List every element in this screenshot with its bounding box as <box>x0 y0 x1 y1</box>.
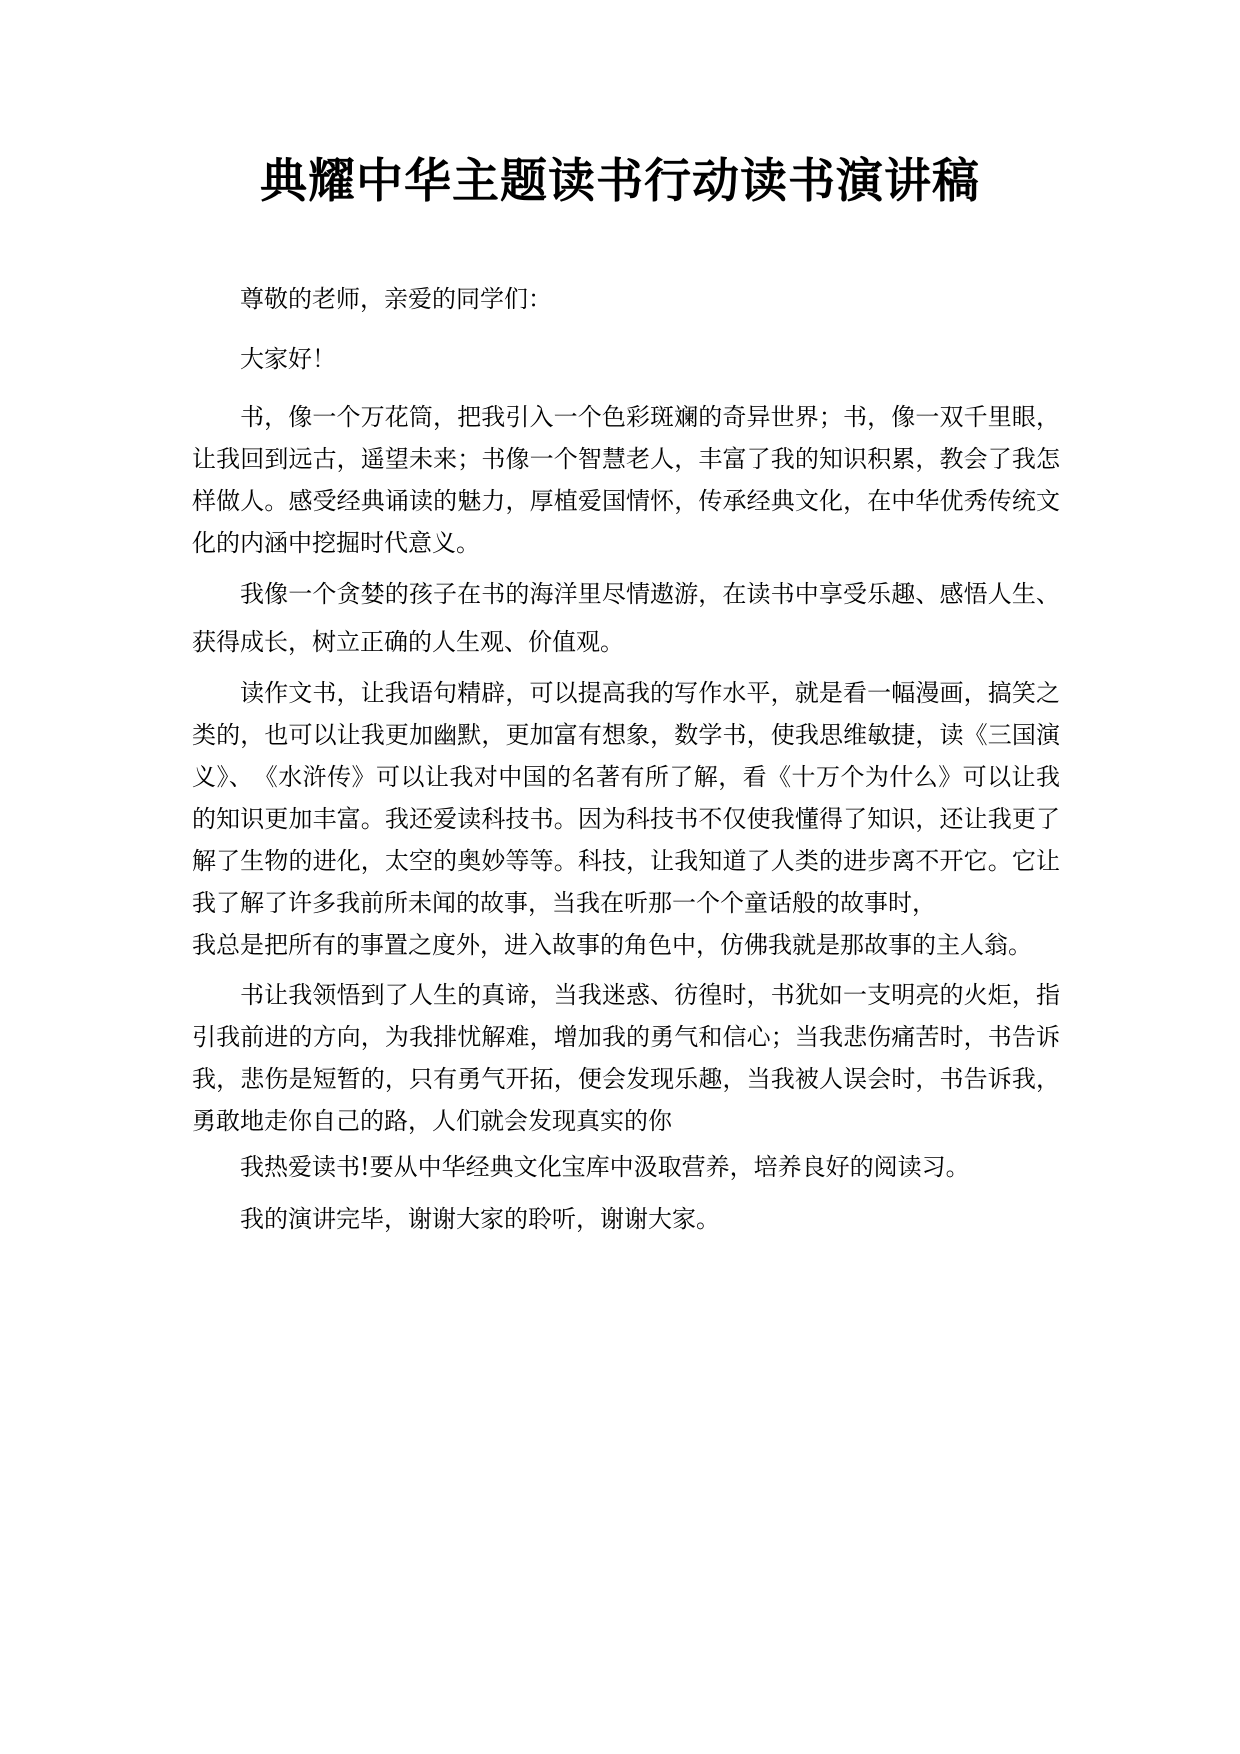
paragraph-4: 书让我领悟到了人生的真谛，当我迷惑、彷徨时，书犹如一支明亮的火炬，指引我前进的方向，为我排忧解难，增加我的勇气和信心；当我悲伤痛苦时，书告诉我，悲伤是短暂的，只有勇气开拓，便会发现乐趣，当我被人误会时，书告诉我，勇敢地走你自己的路，人们就会发现真实的你 <box>192 981 1060 1135</box>
greeting-paragraph: 大家好！ <box>240 345 336 373</box>
document-title: 典耀中华主题读书行动读书演讲稿 <box>260 154 980 209</box>
paragraph-1: 书，像一个万花筒，把我引入一个色彩斑斓的奇异世界；书，像一双千里眼，让我回到远古，遥望未来；书像一个智慧老人，丰富了我的知识积累，教会了我怎样做人。感受经典诵读的魅力，厚植爱国情怀，传承经典文化，在中华优秀传统文化的内涵中挖掘时代意义。 <box>192 403 1060 557</box>
paragraph-2: 我像一个贪婪的孩子在书的海洋里尽情遨游，在读书中享受乐趣、感悟人生、获得成长，树立正确的人生观、价值观。 <box>192 580 1060 656</box>
closing-paragraph: 我的演讲完毕，谢谢大家的聆听，谢谢大家。 <box>240 1205 720 1233</box>
paragraph-3-continuation: 我总是把所有的事置之度外，进入故事的角色中，仿佛我就是那故事的主人翁。 <box>192 931 1032 959</box>
salutation-paragraph: 尊敬的老师，亲爱的同学们： <box>240 285 552 313</box>
document-body <box>192 278 1060 1240</box>
paragraph-3: 读作文书，让我语句精辟，可以提高我的写作水平，就是看一幅漫画，搞笑之类的，也可以让我更加幽默，更加富有想象，数学书，使我思维敏捷，读《三国演义》、 《水浒传》可以让我对中国的名著有所了解，看《十万个为什么》可以让我的知识更加丰富。我还爱读科技书。因为科技书不仅使我懂得了知识，还让我更了解了生物的进化，太空的奥妙等等。科技，让我知道了人类的进步离不开它。它让我了解了许多我前所未闻的故事，当我在听那一个个童话般的故事时， <box>192 679 1060 917</box>
paragraph-5: 我热爱读书!要从中华经典文化宝库中汲取营养，培养良好的阅读习。 <box>240 1153 970 1181</box>
